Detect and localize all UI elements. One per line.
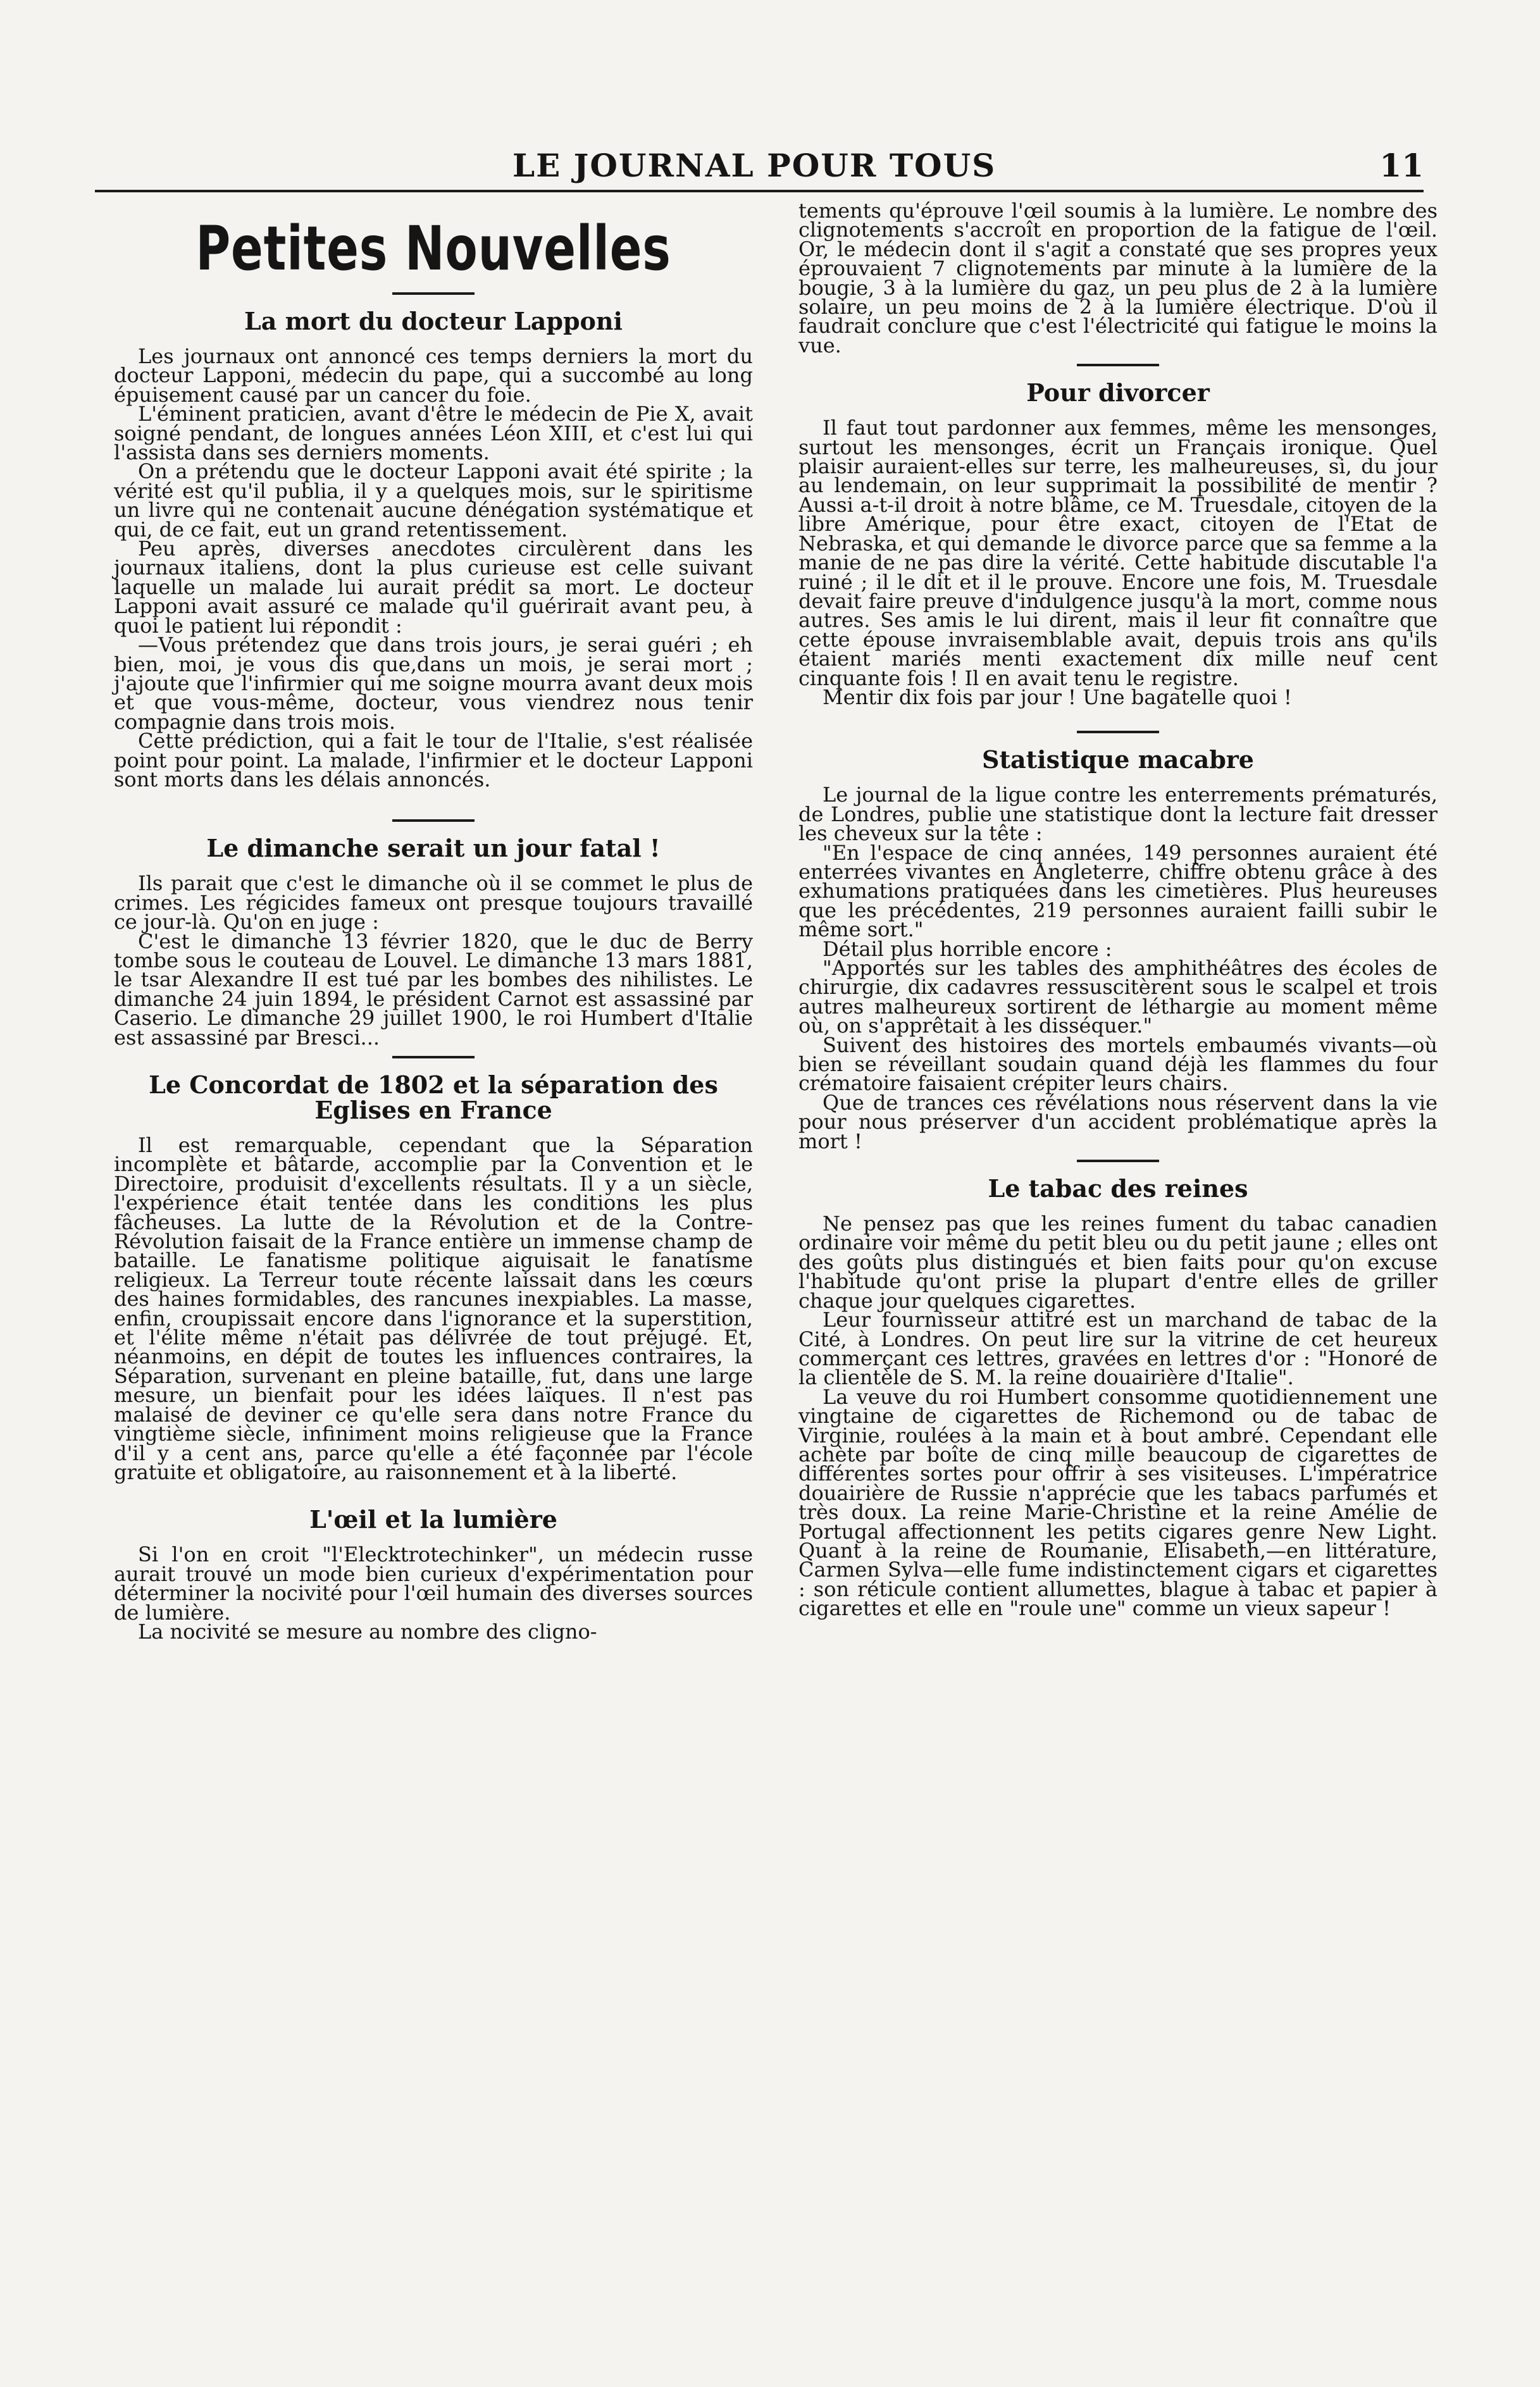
article-title-concordat: Le Concordat de 1802 et la séparation des Eglises en France [149,1070,718,1124]
divider-rule [392,1056,475,1058]
paragraph: Ne pensez pas que les reines fument du tabac canadien ordinaire voir même du petit bleu ou du petit jaune ; elles ont des goûts plus distingués et bien faits pour qu'on excuse l'habitude qu'ont prise la plupart d'entre elles de griller chaque jour quelques cigarettes. [798,1212,1438,1313]
paragraph: Suivent des histoires des mortels embaumés vivants—où bien se réveillant soudain quand déjà les flammes du four crématoire faisaient crépiter leurs chairs. [798,1032,1438,1096]
paragraph: Que de trances ces révélations nous réservent dans la vie pour nous préserver d'un accident problématique après la mort ! [798,1090,1438,1153]
article-title-oeil: L'œil et la lumière [309,1505,557,1534]
paragraph: Détail plus horrible encore : [823,936,1112,961]
paragraph-continued: tements qu'éprouve l'œil soumis à la lumière. Le nombre des clignotements s'accroît en proportion de la fatigue de l'œil. Or, le médecin dont il s'agit a constaté que ses propres yeux éprouvaient 7 clignotements par minute à la lumière de la bougie, 3 à la lumière du gaz, un peu plus de 2 à la lumière solaire, un peu moins de 2 à la lumière électrique. D'où il faudrait conclure que c'est l'électricité qui fatigue le moins la vue. [798,199,1438,357]
paragraph: Ils parait que c'est le dimanche où il se commet le plus de crimes. Les régicides fameux ont presque toujours travaillé ce jour-là. Qu'on en juge : [114,871,753,934]
article-title-dimanche: Le dimanche serait un jour fatal ! [206,834,661,863]
paragraph: Il est remarquable, cependant que la Séparation incomplète et bâtarde, accomplie par la Convention et le Directoire, produisit d'excellents résultats. Il y a un siècle, l'expérience était tentée dans les conditions les plus fâcheuses. La lutte de la Révolution et de la Contre-Révolution faisait de la France entière un immense champ de bataille. Le fanatisme politique aiguisait le fanatisme religieux. La Terreur toute récente laissait dans les cœurs des haines formidables, des rancunes inexpiables. La masse, enfin, croupissait encore dans l'ignorance et la superstition, et l'élite même n'était pas délivrée de tout préjugé. Et, néanmoins, en dépit de toutes les influences contraires, la Séparation, survenant en pleine bataille, fut, dans une large mesure, un bienfait pour les idées laïques. Il n'est pas malaisé de deviner ce qu'elle sera dans notre France du vingtième siècle, infiniment moins religieuse que la France d'il y a cent ans, parce qu'elle a été façonnée par l'école gratuite et obligatoire, au raisonnement et à la liberté. [114,1133,753,1484]
paragraph: "En l'espace de cinq années, 149 personnes auraient été enterrées vivantes en Angleterre, chiffre obtenu grâce à des exhumations pratiquées dans les cimetières. Plus heureuses que les précédentes, 219 personnes auraient failli subir le même sort." [798,840,1438,942]
paragraph: On a prétendu que le docteur Lapponi avait été spirite ; la vérité est qu'il publia, il y a quelques mois, sur le spiritisme un livre qui ne contenait aucune dénégation systématique et qui, de ce fait, eut un grand retentissement. [114,459,753,542]
section-main-title: Petites Nouvelles [196,213,671,284]
paragraph: Les journaux ont annoncé ces temps derniers la mort du docteur Lapponi, médecin du pape, qui a succombé au long épuisement causé par un cancer du foie. [114,344,753,407]
divider-rule [392,819,475,822]
paragraph: Le journal de la ligue contre les enterrements prématurés, de Londres, publie une statistique dont la lecture fait dresser les cheveux sur la tête : [798,783,1438,846]
article-title-lapponi: La mort du docteur Lapponi [244,307,623,335]
article-title-tabac: Le tabac des reines [988,1174,1248,1203]
divider-rule [1077,364,1159,366]
divider-rule [1077,731,1159,733]
paragraph: L'éminent praticien, avant d'être le médecin de Pie X, avait soigné pendant, de longues années Léon XIII, et c'est lui qui l'assista dans ses derniers moments. [114,402,753,465]
page-number: 11 [1379,147,1424,184]
header-rule [95,190,1424,192]
paragraph: Mentir dix fois par jour ! Une bagatelle quoi ! [823,685,1292,709]
paragraph: —Vous prétendez que dans trois jours, je serai guéri ; eh bien, moi, je vous dis que,dans un mois, je serai mort ; j'ajoute que l'infirmier qui me soigne mourra avant deux mois et que vous-même, docteur, vous viendrez nous tenir compagnie dans trois mois. [114,633,753,734]
article-title-divorcer: Pour divorcer [1026,378,1210,407]
left-column [114,202,753,1644]
paragraph: Il faut tout pardonner aux femmes, même les mensonges, surtout les mensonges, écrit un Français ironique. Quel plaisir auraient-elles sur terre, les malheureuses, si, du jour au lendemain, on leur supprimait la possibilité de mentir ? Aussi a-t-il droit à notre blâme, ce M. Truesdale, citoyen de la libre Amérique, pour être exact, citoyen de l'Etat de Nebraska, et qui demande le divorce parce que sa femme a la manie de ne pas dire la vérité. Cette habitude discutable l'a ruiné ; il le dit et il le prouve. Encore une fois, M. Truesdale devait faire preuve d'indulgence jusqu'à la mort, comme nous autres. Ses amis le lui dirent, mais il leur fit connaître que cette épouse invraisemblable avait, depuis trois ans qu'ils étaient mariés menti exactement dix mille neuf cent cinquante fois ! Il en avait tenu le registre. [798,416,1438,690]
paragraph: Peu après, diverses anecdotes circulèrent dans les journaux italiens, dont la plus curieuse est celle suivant laquelle un malade lui aurait prédit sa mort. Le docteur Lapponi avait assuré ce malade qu'il guérirait avant peu, à quoi le patient lui répondit : [114,536,753,638]
paragraph: C'est le dimanche 13 février 1820, que le duc de Berry tombe sous le couteau de Louvel. Le dimanche 13 mars 1881, le tsar Alexandre II est tué par les bombes des nihilistes. Le dimanche 24 juin 1894, le président Carnot est assassiné par Caserio. Le dimanche 29 juillet 1900, le roi Humbert d'Italie est assassiné par Bresci... [114,929,753,1050]
running-title: LE JOURNAL POUR TOUS [512,147,997,184]
paragraph: Leur fournisseur attitré est un marchand de tabac de la Cité, à Londres. On peut lire sur la vitrine de cet heureux commerçant ces lettres, gravées en lettres d'or : "Honoré de la clientèle de S. M. la reine douairière d'Italie". [798,1308,1438,1390]
paragraph: Cette prédiction, qui a fait le tour de l'Italie, s'est réalisée point pour point. La malade, l'infirmier et le docteur Lapponi sont morts dans les délais annoncés. [114,729,753,791]
divider-rule [1077,1160,1159,1162]
paragraph: La nocivité se mesure au nombre des cligno- [138,1619,597,1644]
divider-rule [392,292,475,295]
paragraph: "Apportés sur les tables des amphithéâtres des écoles de chirurgie, dix cadavres ressuscitèrent sous le scalpel et trois autres malheureux sortirent de léthargie au moment même où, on s'apprêtait à les disséquer." [798,956,1438,1038]
page-header [95,147,1424,191]
paragraph: Si l'on en croit "l'Elecktrotechinker", un médecin russe aurait trouvé un mode bien curieux d'expérimentation pour déterminer la nocivité pour l'œil humain des diverses sources de lumière. [114,1542,753,1625]
article-title-statistique: Statistique macabre [982,745,1254,774]
paragraph: La veuve du roi Humbert consomme quotidiennement une vingtaine de cigarettes de Richemond ou de tabac de Virginie, roulées à la main et à bout ambré. Cependant elle achète par boîte de cinq mille beaucoup de cigarettes de différentes sortes pour offrir à ses visiteuses. L'impératrice douairière de Russie n'apprécie que les tabacs parfumés et très doux. La reine Marie-Christine et la reine Amélie de Portugal affectionnent les petits cigares genre New Light. Quant à la reine de Roumanie, Elisabeth,—en littérature, Carmen Sylva—elle fume indistinctement cigars et cigarettes : son réticule contient allumettes, blague à tabac et papier à cigarettes et elle en "roule une" comme un vieux sapeur ! [798,1384,1438,1621]
right-column [798,199,1438,1621]
